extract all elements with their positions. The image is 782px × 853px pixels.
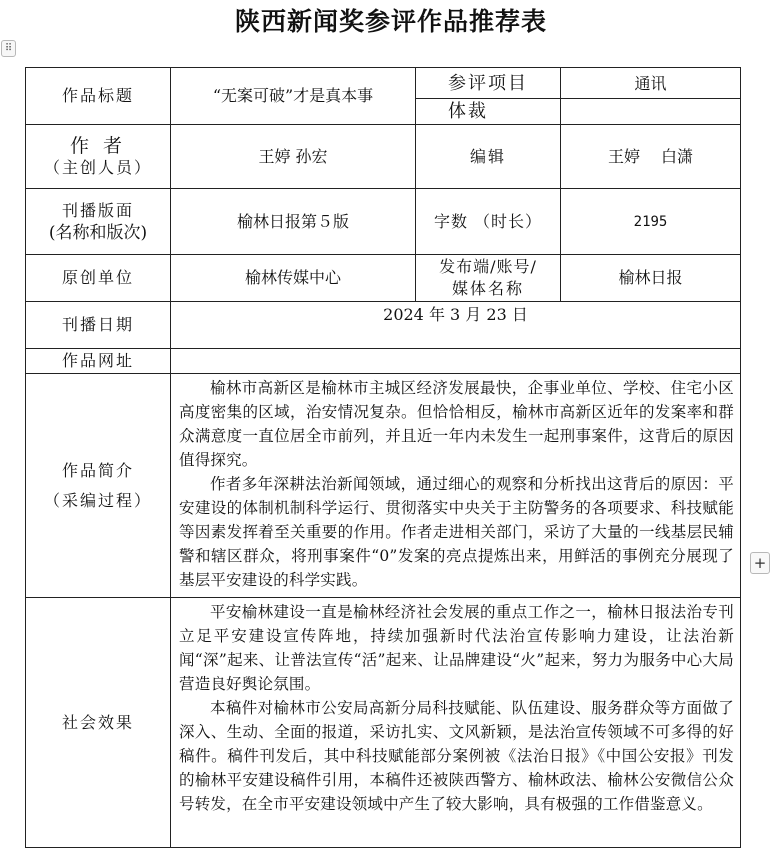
row-impact xyxy=(26,598,741,848)
table-move-handle-icon[interactable]: ⠿ xyxy=(1,40,16,57)
impact-text[interactable] xyxy=(171,598,741,848)
row-author xyxy=(26,125,741,189)
title-label: 作品标题 xyxy=(26,68,171,125)
genre-value[interactable] xyxy=(561,99,740,124)
publisher-value[interactable]: 榆林日报 xyxy=(561,255,741,302)
layout-sublabel: (名称和版次) xyxy=(48,222,148,243)
summary-paragraph: 作者多年深耕法治新闻领域，通过细心的观察和分析找出这背后的原因：平安建设的体制机制科学运行、贯彻落实中央关于主防警务的各项要求、科技赋能等因素发挥着至关重要的作用。作者走进相关部门，采访了大量的一线基层民辅警和辖区群众，将刑事案件“0”发案的亮点提炼出来，用鲜活的事例充分展现了基层平安建设的科学实践。 xyxy=(179,475,734,589)
summary-paragraph: 榆林市高新区是榆林市主城区经济发展最快，企事业单位、学校、住宅小区高度密集的区域，治安情况复杂。但恰恰相反，榆林市高新区近年的发案率和群众满意度一直位居全市前列，并且近一年内未发生一起刑事案件，这背后的原因值得探究。 xyxy=(179,379,734,469)
wordcount-value[interactable]: 2195 xyxy=(561,189,741,255)
row-url xyxy=(26,349,741,374)
summary-label: 作品简介 xyxy=(61,460,134,480)
row-origin xyxy=(26,255,741,302)
category-label: 参评项目 xyxy=(416,69,560,99)
origin-label: 原创单位 xyxy=(26,255,171,302)
author-label-cell xyxy=(26,125,171,189)
category-value[interactable]: 通讯 xyxy=(561,69,740,99)
publisher-label-cell xyxy=(416,255,561,302)
layout-value[interactable]: 榆林日报第５版 xyxy=(171,189,416,255)
summary-text[interactable] xyxy=(171,374,741,598)
editor-label: 编辑 xyxy=(416,125,561,189)
impact-paragraph: 平安榆林建设一直是榆林经济社会发展的重点工作之一，榆林日报法治专刊立足平安建设宣传阵地，持续加强新时代法治宣传影响力建设，让法治新闻“深”起来、让普法宣传“活”起来、让品牌建设“火”起来，努力为服务中心大局营造良好舆论氛围。 xyxy=(179,603,734,693)
row-date xyxy=(26,302,741,349)
row-title xyxy=(26,68,741,125)
title-value[interactable]: “无案可破”才是真本事 xyxy=(171,68,416,125)
layout-label-cell xyxy=(26,189,171,255)
url-label: 作品网址 xyxy=(26,349,171,374)
impact-label: 社会效果 xyxy=(26,598,171,848)
publisher-label: 发布端/账号/ xyxy=(439,257,537,276)
add-row-button[interactable]: + xyxy=(750,552,770,574)
genre-label: 体裁 xyxy=(448,100,488,122)
page-title: 陕西新闻奖参评作品推荐表 xyxy=(234,7,547,36)
author-value[interactable]: 王婷 孙宏 xyxy=(171,125,416,189)
date-label: 刊播日期 xyxy=(26,302,171,349)
category-value-cell xyxy=(561,68,741,125)
author-sublabel: （主创人员） xyxy=(43,157,152,177)
date-value[interactable]: 2024 年 3 月 23 日 xyxy=(171,302,741,349)
publisher-sublabel: 媒体名称 xyxy=(451,279,524,298)
url-value[interactable] xyxy=(171,349,741,374)
impact-paragraph: 本稿件对榆林市公安局高新分局科技赋能、队伍建设、服务群众等方面做了深入、生动、全面的报道，采访扎实、文风新颖，是法治宣传领域不可多得的好稿件。稿件刊发后，其中科技赋能部分案例被《法治日报》《中国公安报》刊发的榆林平安建设稿件引用，本稿件还被陕西警方、榆林政法、榆林公安微信公众号转发，在全市平安建设领域中产生了较大影响，具有极强的工作借鉴意义。 xyxy=(179,699,734,813)
author-label: 作 者 xyxy=(69,134,127,157)
editor-value[interactable]: 王婷 白潇 xyxy=(561,125,741,189)
summary-sublabel: （采编过程） xyxy=(43,490,152,510)
row-layout xyxy=(26,189,741,255)
category-label-cell xyxy=(416,68,561,125)
summary-label-cell xyxy=(26,374,171,598)
wordcount-label: 字数 （时长） xyxy=(416,189,561,255)
recommendation-form-table xyxy=(25,67,741,848)
row-summary xyxy=(26,374,741,598)
layout-label: 刊播版面 xyxy=(61,200,134,220)
origin-value[interactable]: 榆林传媒中心 xyxy=(171,255,416,302)
